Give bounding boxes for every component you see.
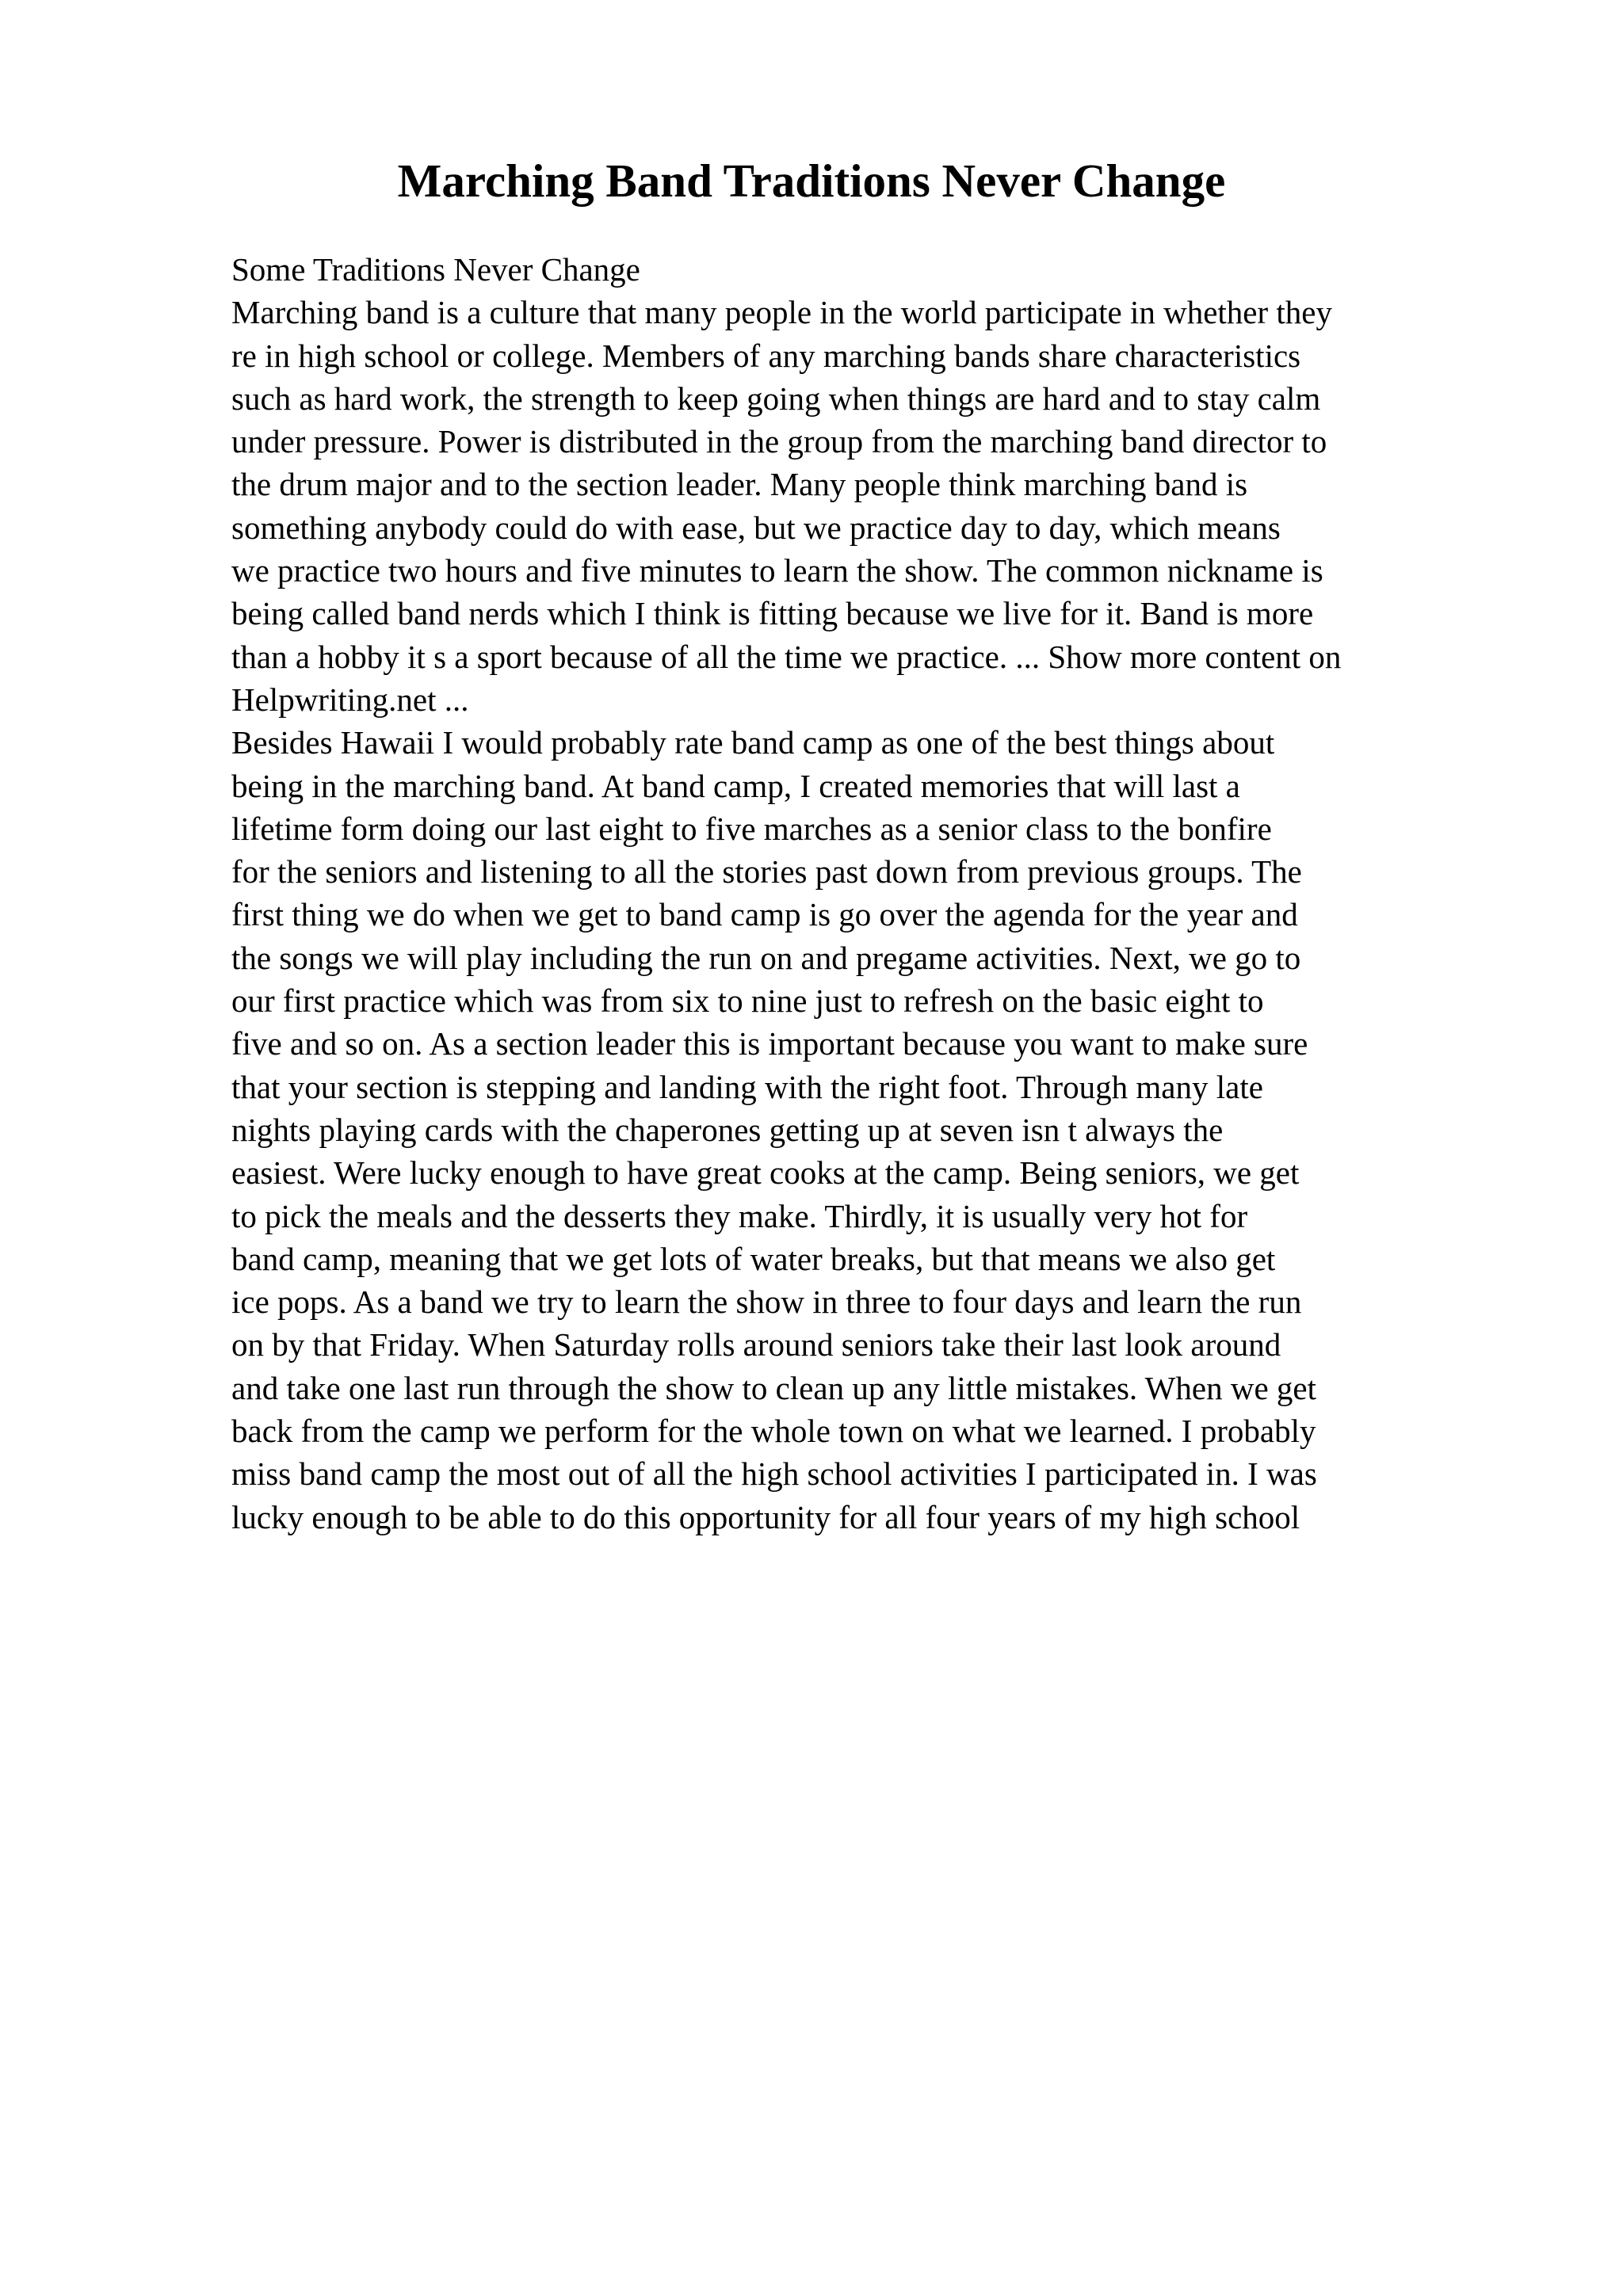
text-line: lifetime form doing our last eight to five marches as a senior class to the bonfire xyxy=(231,810,1272,847)
text-line: back from the camp we perform for the whole town on what we learned. I probably xyxy=(231,1413,1316,1450)
text-line: the songs we will play including the run on and pregame activities. Next, we go to xyxy=(231,939,1301,976)
text-line: five and so on. As a section leader this is important because you want to make sure xyxy=(231,1025,1308,1062)
text-line: than a hobby it s a sport because of all the time we practice. ... Show more content on xyxy=(231,638,1342,675)
text-line: something anybody could do with ease, but we practice day to day, which means xyxy=(231,509,1281,546)
text-line: under pressure. Power is distributed in the group from the marching band director to xyxy=(231,423,1327,460)
text-line: the drum major and to the section leader. Many people think marching band is xyxy=(231,466,1248,503)
text-line: ice pops. As a band we try to learn the show in three to four days and learn the run xyxy=(231,1283,1302,1321)
text-line: to pick the meals and the desserts they make. Thirdly, it is usually very hot for xyxy=(231,1197,1248,1234)
document-body xyxy=(231,248,1499,1539)
text-line: we practice two hours and five minutes to learn the show. The common nickname is xyxy=(231,552,1323,589)
text-line: Besides Hawaii I would probably rate band camp as one of the best things about xyxy=(231,724,1275,761)
text-line: miss band camp the most out of all the high school activities I participated in. I was xyxy=(231,1455,1317,1493)
text-line: Some Traditions Never Change xyxy=(231,251,640,288)
document-title: Marching Band Traditions Never Change xyxy=(397,154,1226,207)
text-line: easiest. Were lucky enough to have great cooks at the camp. Being seniors, we get xyxy=(231,1154,1300,1192)
text-line: Marching band is a culture that many people in the world participate in whether they xyxy=(231,294,1332,331)
text-line: nights playing cards with the chaperones getting up at seven isn t always the xyxy=(231,1111,1224,1148)
text-line: that your section is stepping and landing with the right foot. Through many late xyxy=(231,1068,1263,1105)
text-line: for the seniors and listening to all the stories past down from previous groups. The xyxy=(231,853,1302,891)
text-line: and take one last run through the show to clean up any little mistakes. When we get xyxy=(231,1369,1316,1406)
text-line: such as hard work, the strength to keep going when things are hard and to stay calm xyxy=(231,379,1321,417)
text-line: our first practice which was from six to nine just to refresh on the basic eight to xyxy=(231,982,1264,1020)
text-line: band camp, meaning that we get lots of water breaks, but that means we also get xyxy=(231,1240,1276,1277)
text-line: lucky enough to be able to do this opportunity for all four years of my high school xyxy=(231,1498,1300,1535)
text-line: first thing we do when we get to band camp is go over the agenda for the year and xyxy=(231,896,1298,933)
text-line: being in the marching band. At band camp, I created memories that will last a xyxy=(231,767,1240,804)
text-line: on by that Friday. When Saturday rolls around seniors take their last look around xyxy=(231,1326,1281,1363)
text-line: re in high school or college. Members of any marching bands share characteristics xyxy=(231,337,1301,374)
text-line: being called band nerds which I think is fitting because we live for it. Band is more xyxy=(231,595,1314,632)
text-line: Helpwriting.net ... xyxy=(231,681,469,718)
